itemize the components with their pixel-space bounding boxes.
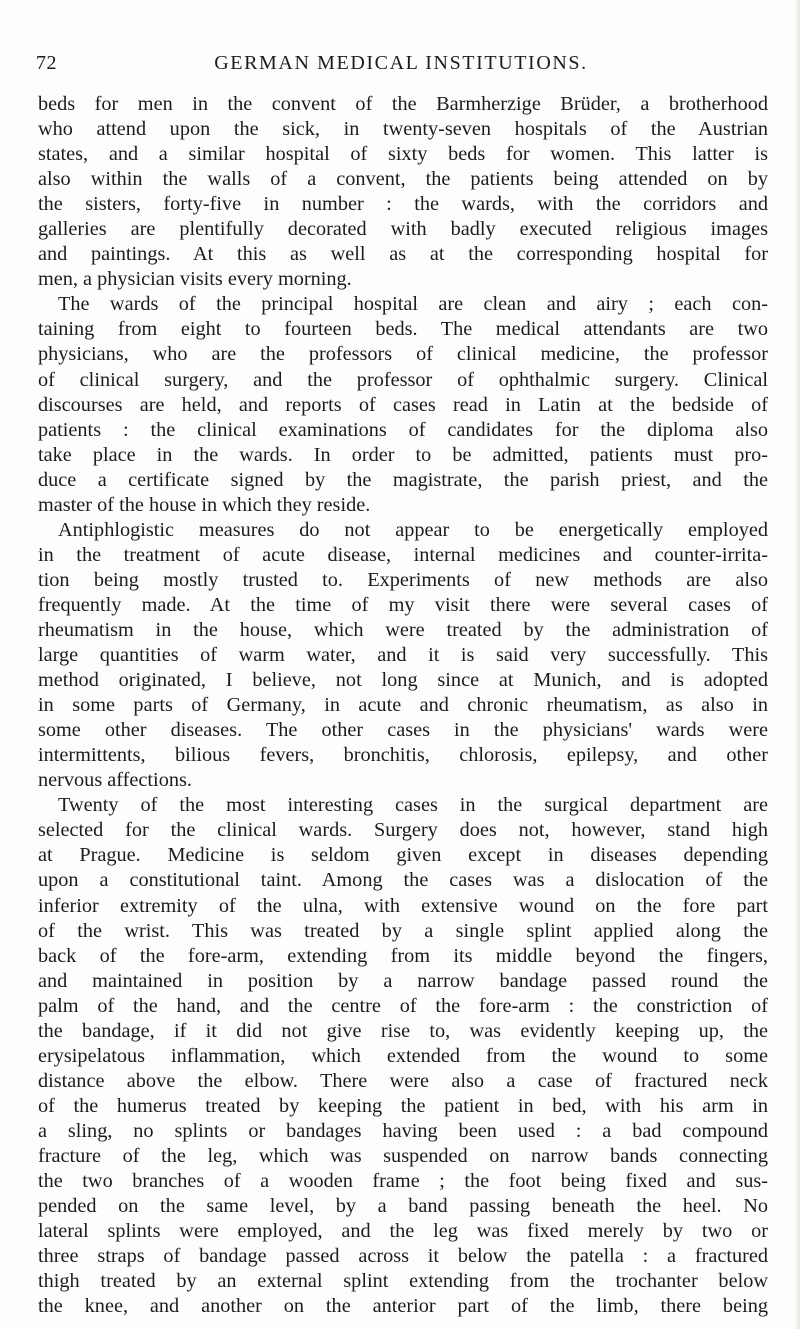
text-line: the two branches of a wooden frame ; the foot being fixed and sus- [38,1170,768,1193]
text-line: fracture of the leg, which was suspended on narrow bands connecting [38,1144,768,1167]
text-line: palm of the hand, and the centre of the fore-arm : the constriction of [38,994,768,1017]
text-line: erysipelatous inflammation, which extended from the wound to some [38,1044,768,1067]
text-line: the bandage, if it did not give rise to, was evidently keeping up, the [38,1019,768,1042]
text-line: states, and a similar hospital of sixty beds for women. This latter is [38,143,768,166]
running-title: GERMAN MEDICAL INSTITUTIONS. [214,52,588,74]
text-line: Antiphlogistic measures do not appear to be energetically employed [58,518,768,541]
text-line: The wards of the principal hospital are clean and airy ; each con- [58,293,768,316]
text-line: inferior extremity of the ulna, with extensive wound on the fore part [38,894,768,917]
text-line: some other diseases. The other cases in the physicians' wards were [38,719,768,742]
paragraph [38,292,768,517]
text-line: who attend upon the sick, in twenty-seven hospitals of the Austrian [38,118,768,141]
text-line: selected for the clinical wards. Surgery does not, however, stand high [38,819,768,842]
paragraph [38,793,768,1319]
text-line: of the wrist. This was treated by a single splint applied along the [38,919,768,942]
text-line: taining from eight to fourteen beds. The medical attendants are two [38,318,768,341]
text-line: rheumatism in the house, which were treated by the administration of [38,618,768,641]
text-line: in some parts of Germany, in acute and chronic rheumatism, as also in [38,694,768,717]
text-line: the knee, and another on the anterior part of the limb, there being [38,1295,768,1318]
text-line: pended on the same level, by a band passing beneath the heel. No [38,1195,768,1218]
text-line: distance above the elbow. There were also a case of fractured neck [38,1069,768,1092]
text-line: the sisters, forty-five in number : the wards, with the corridors and [38,193,768,216]
text-line: take place in the wards. In order to be admitted, patients must pro- [38,443,768,466]
text-line: galleries are plentifully decorated with badly executed religious images [38,218,768,241]
text-line: master of the house in which they reside. [38,493,371,516]
paragraph [38,92,768,292]
running-head [36,52,766,82]
text-line: of clinical surgery, and the professor of ophthalmic surgery. Clinical [38,368,768,391]
text-line: a sling, no splints or bandages having been used : a bad compound [38,1119,768,1142]
text-line: at Prague. Medicine is seldom given except in diseases depending [38,844,768,867]
text-line: tion being mostly trusted to. Experiments of new methods are also [38,568,768,591]
text-line: thigh treated by an external splint extending from the trochanter below [38,1270,768,1293]
text-line: men, a physician visits every morning. [38,268,352,291]
text-line: beds for men in the convent of the Barmherzige Brüder, a brotherhood [38,93,768,115]
text-line: intermittents, bilious fevers, bronchitis, chlorosis, epilepsy, and other [38,744,768,767]
text-line: and maintained in position by a narrow bandage passed round the [38,969,768,992]
page-number: 72 [36,52,57,74]
text-line: physicians, who are the professors of clinical medicine, the professor [38,343,768,366]
text-line: lateral splints were employed, and the leg was fixed merely by two or [38,1220,768,1243]
text-line: Twenty of the most interesting cases in the surgical department are [58,794,768,817]
text-line: in the treatment of acute disease, internal medicines and counter-irrita- [38,543,768,566]
text-line: back of the fore-arm, extending from its middle beyond the fingers, [38,944,768,967]
text-line: discourses are held, and reports of cases read in Latin at the bedside of [38,393,768,416]
text-line: also within the walls of a convent, the patients being attended on by [38,168,768,191]
text-line: and paintings. At this as well as at the corresponding hospital for [38,243,768,266]
text-line: patients : the clinical examinations of candidates for the diploma also [38,418,768,441]
text-line: method originated, I believe, not long since at Munich, and is adopted [38,669,768,692]
text-line: frequently made. At the time of my visit there were several cases of [38,593,768,616]
text-line: nervous affections. [38,769,192,792]
text-line: duce a certificate signed by the magistrate, the parish priest, and the [38,468,768,491]
text-line: upon a constitutional taint. Among the cases was a dislocation of the [38,869,768,892]
body-text [38,92,768,1319]
paragraph [38,518,768,794]
scan-edge [794,0,800,1329]
text-line: three straps of bandage passed across it below the patella : a fractured [38,1245,768,1268]
text-line: of the humerus treated by keeping the patient in bed, with his arm in [38,1094,768,1117]
text-line: large quantities of warm water, and it is said very successfully. This [38,644,768,667]
